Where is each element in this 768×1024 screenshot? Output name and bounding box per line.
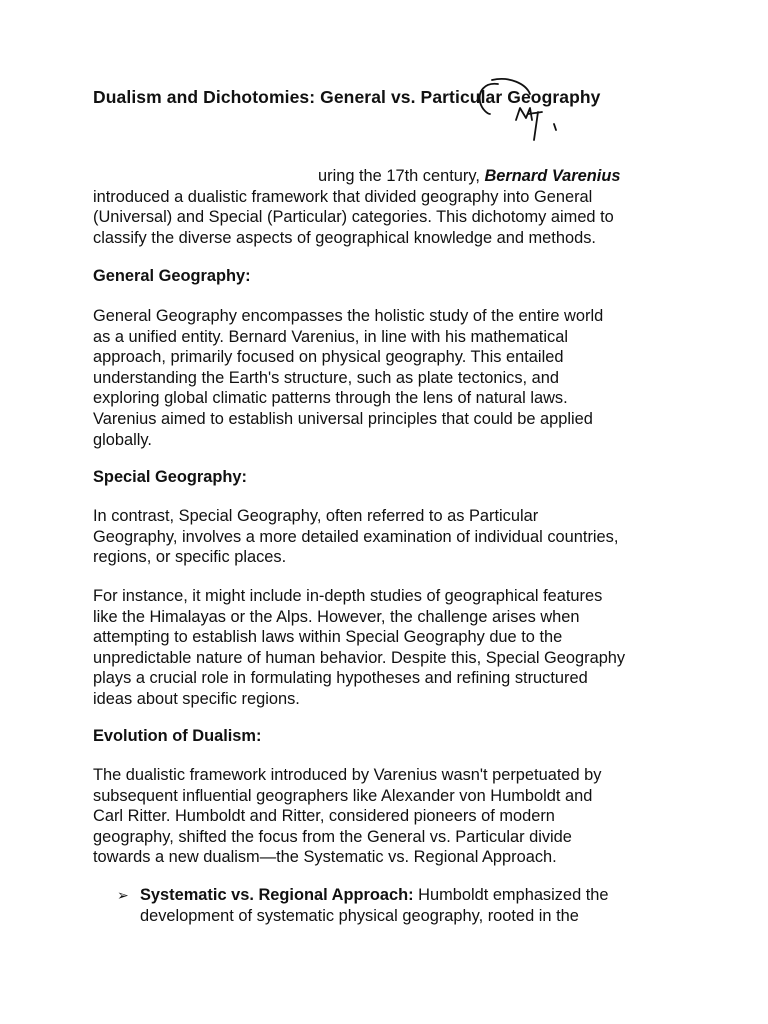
bullet-item <box>140 885 700 926</box>
intro-line: classify the diverse aspects of geographical knowledge and methods. <box>93 228 596 247</box>
intro-line-0 <box>93 166 693 187</box>
intro-line: introduced a dualistic framework that divided geography into General <box>93 187 593 206</box>
evolution-paragraph <box>93 765 693 868</box>
special-paragraph-1 <box>93 506 693 568</box>
evolution-line: towards a new dualism—the Systematic vs. Regional Approach. <box>93 848 557 867</box>
special-line: For instance, it might include in-depth studies of geographical features <box>93 587 603 605</box>
special-line: ideas about specific regions. <box>93 689 300 708</box>
special-paragraph-2 <box>93 586 693 710</box>
special-line: attempting to establish laws within Special Geography due to the <box>93 628 563 647</box>
bullet-line <box>140 885 700 906</box>
general-line: as a unified entity. Bernard Varenius, in line with his mathematical <box>93 327 568 346</box>
general-line: General Geography encompasses the holistic study of the entire world <box>93 307 604 325</box>
intro-name: Bernard Varenius <box>484 167 621 185</box>
general-line: globally. <box>93 430 152 449</box>
special-line: In contrast, Special Geography, often referred to as Particular <box>93 507 539 525</box>
evolution-line: Carl Ritter. Humboldt and Ritter, considered pioneers of modern <box>93 807 555 826</box>
special-line: Geography, involves a more detailed examination of individual countries, <box>93 527 619 546</box>
heading-special-geography: Special Geography: <box>93 468 247 486</box>
general-line: understanding the Earth's structure, such as plate tectonics, and <box>93 368 559 387</box>
special-line: plays a crucial role in formulating hypotheses and refining structured <box>93 669 588 688</box>
evolution-line: geography, shifted the focus from the General vs. Particular divide <box>93 827 572 846</box>
page-title: Dualism and Dichotomies: General vs. Particular Geography <box>93 87 601 107</box>
bullet-text-first: Humboldt emphasized the <box>413 886 609 904</box>
special-line: like the Himalayas or the Alps. However, the challenge arises when <box>93 607 580 626</box>
heading-evolution-of-dualism: Evolution of Dualism: <box>93 727 262 745</box>
special-line: regions, or specific places. <box>93 548 287 567</box>
heading-general-geography: General Geography: <box>93 267 251 285</box>
intro-paragraph <box>93 166 693 248</box>
general-line: exploring global climatic patterns through the lens of natural laws. <box>93 389 568 408</box>
special-line: unpredictable nature of human behavior. Despite this, Special Geography <box>93 648 626 667</box>
general-line: Varenius aimed to establish universal principles that could be applied <box>93 409 593 428</box>
evolution-line: subsequent influential geographers like Alexander von Humboldt and <box>93 786 593 805</box>
intro-lead-text: uring the 17th century, <box>318 167 485 185</box>
bullet-line: development of systematic physical geography, rooted in the <box>140 906 579 925</box>
general-paragraph <box>93 306 693 450</box>
general-line: approach, primarily focused on physical geography. This entailed <box>93 348 564 367</box>
bullet-label: Systematic vs. Regional Approach: <box>140 886 414 904</box>
intro-line: (Universal) and Special (Particular) categories. This dichotomy aimed to <box>93 208 614 227</box>
handwritten-annotation <box>470 70 560 150</box>
evolution-line: The dualistic framework introduced by Varenius wasn't perpetuated by <box>93 766 602 784</box>
arrow-bullet-icon: ➢ <box>117 887 129 903</box>
